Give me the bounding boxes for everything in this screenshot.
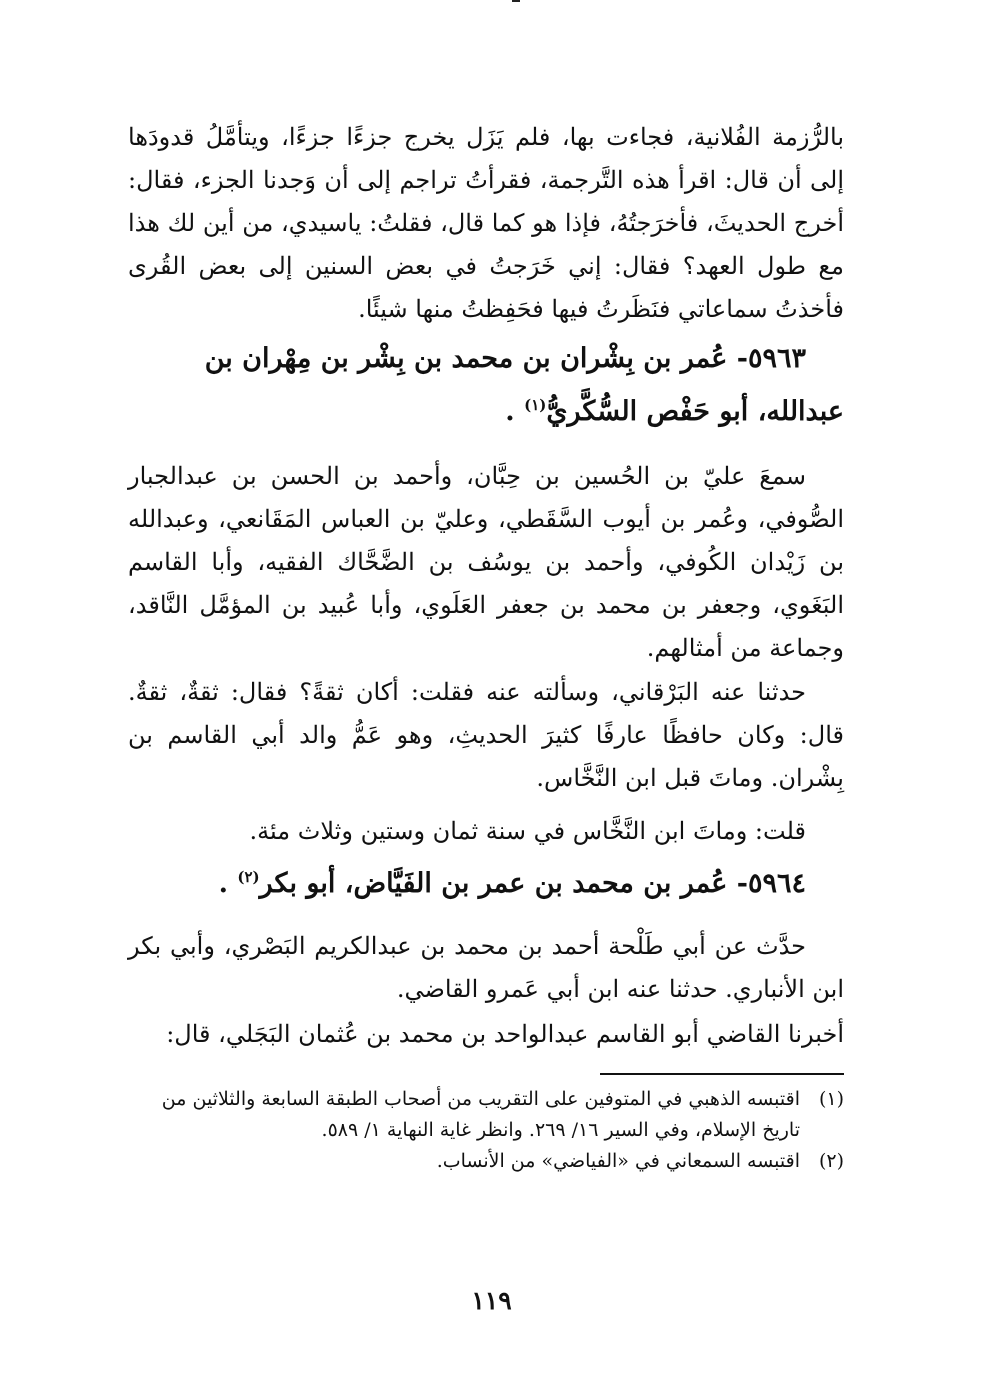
footnote-divider — [600, 1073, 844, 1075]
crop-mark — [512, 0, 520, 6]
paragraph-text: سمعَ عليّ بن الحُسين بن حِبَّان، وأحمد بن الحسن بن عبدالجبار الصُّوفي، وعُمر بن أيوب السَّقَطي، وعليّ بن العباس المَقَانعي، وعبدالله بن زَيْدان الكُوفي، وأحمد بن يوسُف بن الضَّحَّاك الفقيه، وأبا القاسم البَغَوي، وجعفر بن محمد بن جعفر العَلَوي، وأبا عُبيد بن المؤمَّل النَّاقد، وجماعة من أمثالهم. — [128, 462, 844, 662]
footnote-ref: (٢) — [237, 868, 260, 886]
paragraph-narration — [128, 925, 844, 1011]
paragraph-teachers — [128, 455, 844, 670]
paragraph-text: حدَّث عن أبي طَلْحة أحمد بن محمد بن عبدالكريم البَصْري، وأبي بكر ابن الأنباري. حدثنا عنه ابن أبي عَمرو القاضي. — [128, 932, 844, 1003]
paragraph-isnad — [128, 1013, 844, 1056]
entry-title: ٥٩٦٣- عُمر بن بِشْران بن محمد بن بِشْر بن مِهْران بن عبدالله، أبو حَفْص السُّكَّريُّ — [204, 343, 844, 427]
paragraph-text: حدثنا عنه البَرْقاني، وسألته عنه فقلت: أكان ثقةً؟ فقال: ثقةٌ، ثقةٌ. قال: وكان حافظًا عارفًا كثيرَ الحديثِ، وهو عَمُّ والد أبي القاسم بن بِشْران. وماتَ قبل ابن النَّخَّاس. — [128, 678, 844, 792]
entry-heading-5963: ٥٩٦٣- عُمر بن بِشْران بن محمد بن بِشْر بن مِهْران بن عبدالله، أبو حَفْص السُّكَّريُّ$^{(١)}$ . — [204, 343, 844, 427]
footnote-1 — [128, 1084, 844, 1146]
paragraph-text: قلت: وماتَ ابن النَّخَّاس في سنة ثمان وستين وثلاث مئة. — [249, 817, 806, 845]
entry-heading-5964: ٥٩٦٤- عُمر بن محمد بن عمر بن الفَيَّاض، أبو بكر$^{(٢)}$ . — [218, 868, 806, 899]
footnotes — [128, 1084, 844, 1177]
footnote-text: اقتبسه الذهبي في المتوفين على التقريب من أصحاب الطبقة السابعة والثلاثين من تاريخ الإسلام، وفي السير ١٦/ ٢٦٩. وانظر غاية النهاية ١/ ٥٨٩. — [161, 1088, 800, 1141]
paragraph-text: بالرُّزمة الفُلانية، فجاءت بها، فلم يَزَل يخرج جزءًا جزءًا، ويتأمَّلُ قدودَها إلى أن قال: اقرأ هذه التَّرجمة، فقرأتُ تراجم إلى أن وَجدنا الجزء، فقال: أخرج الحديثَ، فأخرَجتُهُ، فإذا هو كما قال، فقلتُ: ياسيدي، من أين لك هذا مع طول العهد؟ فقال: إني خَرَجتُ في بعض السنين إلى بعض القُرى فأخذتُ سماعاتي فنَظَرتُ فيها فحَفِظتُ منها شيئًا. — [128, 123, 844, 323]
paragraph-death-note — [128, 810, 844, 853]
paragraph-continuation — [128, 116, 844, 331]
paragraph-text: أخبرنا القاضي أبو القاسم عبدالواحد بن محمد بن عُثمان البَجَلي، قال: — [166, 1020, 844, 1048]
footnote-number: (١) — [818, 1088, 844, 1110]
page-number: ١١٩ — [471, 1286, 512, 1315]
footnote-text: اقتبسه السمعاني في «الفياضي» من الأنساب. — [436, 1150, 800, 1172]
paragraph-grading — [128, 671, 844, 800]
footnote-ref: (١) — [524, 396, 547, 414]
footnote-number: (٢) — [818, 1150, 844, 1172]
entry-title: ٥٩٦٤- عُمر بن محمد بن عمر بن الفَيَّاض، أبو بكر — [259, 868, 806, 899]
footnote-2 — [128, 1146, 844, 1177]
